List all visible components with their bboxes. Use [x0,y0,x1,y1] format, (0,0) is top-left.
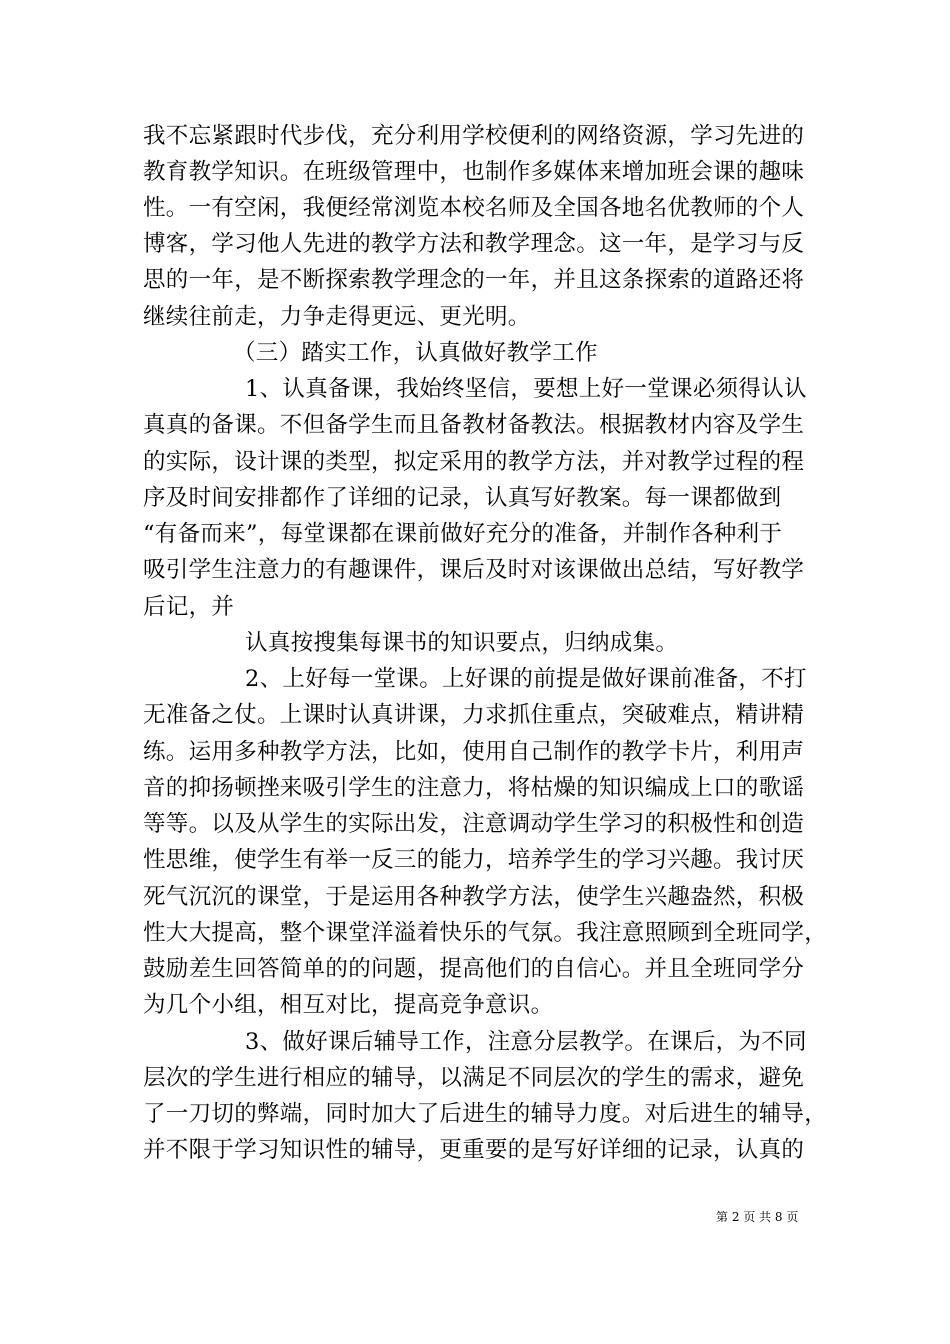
text-line: 思的一年，是不断探索教学理念的一年，并且这条探索的道路还将 [143,267,805,293]
paragraph-start: 1、认真备课，我始终坚信，要想上好一堂课必须得认认 [245,376,807,402]
text-line: 性大大提高，整个课堂洋溢着快乐的气氛。我注意照顾到全班同学， [143,920,828,946]
text-line: 并不限于学习知识性的辅导，更重要的是写好详细的记录，认真的 [143,1137,805,1163]
text-line: 无准备之仗。上课时认真讲课，力求抓住重点，突破难点，精讲精 [143,702,805,728]
section-heading: （三）踏实工作，认真做好教学工作 [233,340,598,366]
text-line: 教育教学知识。在班级管理中，也制作多媒体来增加班会课的趣味 [143,159,805,185]
paragraph-start: 3、做好课后辅导工作，注意分层教学。在课后，为不同 [245,1029,807,1055]
text-line: 性。一有空闲，我便经常浏览本校名师及全国各地名优教师的个人 [143,195,805,221]
text-line: 博客，学习他人先进的教学方法和教学理念。这一年，是学习与反 [143,231,805,257]
text-line: 我不忘紧跟时代步伐，充分利用学校便利的网络资源，学习先进的 [143,123,805,149]
text-line: 吸引学生注意力的有趣课件，课后及时对该课做出总结，写好教学 [143,557,805,583]
page-number: 第 2 页 共 8 页 [716,1210,799,1224]
text-line: 后记，并 [143,594,235,620]
text-line: 为几个小组，相互对比，提高竞争意识。 [143,992,554,1018]
text-line: 真真的备课。不但备学生而且备教材备教法。根据教材内容及学生 [143,412,805,438]
paragraph-start: 2、上好每一堂课。上好课的前提是做好课前准备，不打 [245,666,807,692]
text-line: 等等。以及从学生的实际出发，注意调动学生学习的积极性和创造 [143,811,805,837]
text-line: 认真按搜集每课书的知识要点，归纳成集。 [245,630,679,656]
text-line: 序及时间安排都作了详细的记录，认真写好教案。每一课都做到 [143,485,782,511]
text-line: 了一刀切的弊端，同时加大了后进生的辅导力度。对后进生的辅导， [143,1101,828,1127]
text-line: 继续往前走，力争走得更远、更光明。 [143,304,531,330]
text-line: 层次的学生进行相应的辅导，以满足不同层次的学生的需求，避免 [143,1065,805,1091]
text-line: 死气沉沉的课堂，于是运用各种教学方法，使学生兴趣盎然，积极 [143,884,805,910]
text-line: 音的抑扬顿挫来吸引学生的注意力，将枯燥的知识编成上口的歌谣 [143,775,805,801]
text-line: 鼓励差生回答简单的的问题，提高他们的自信心。并且全班同学分 [143,956,805,982]
text-line: 的实际，设计课的类型，拟定采用的教学方法，并对教学过程的程 [143,449,805,475]
text-line: 练。运用多种教学方法，比如，使用自己制作的教学卡片，利用声 [143,739,805,765]
text-line: 性思维，使学生有举一反三的能力，培养学生的学习兴趣。我讨厌 [143,847,805,873]
text-line: “有备而来”，每堂课都在课前做好充分的准备，并制作各种利于 [143,521,783,547]
